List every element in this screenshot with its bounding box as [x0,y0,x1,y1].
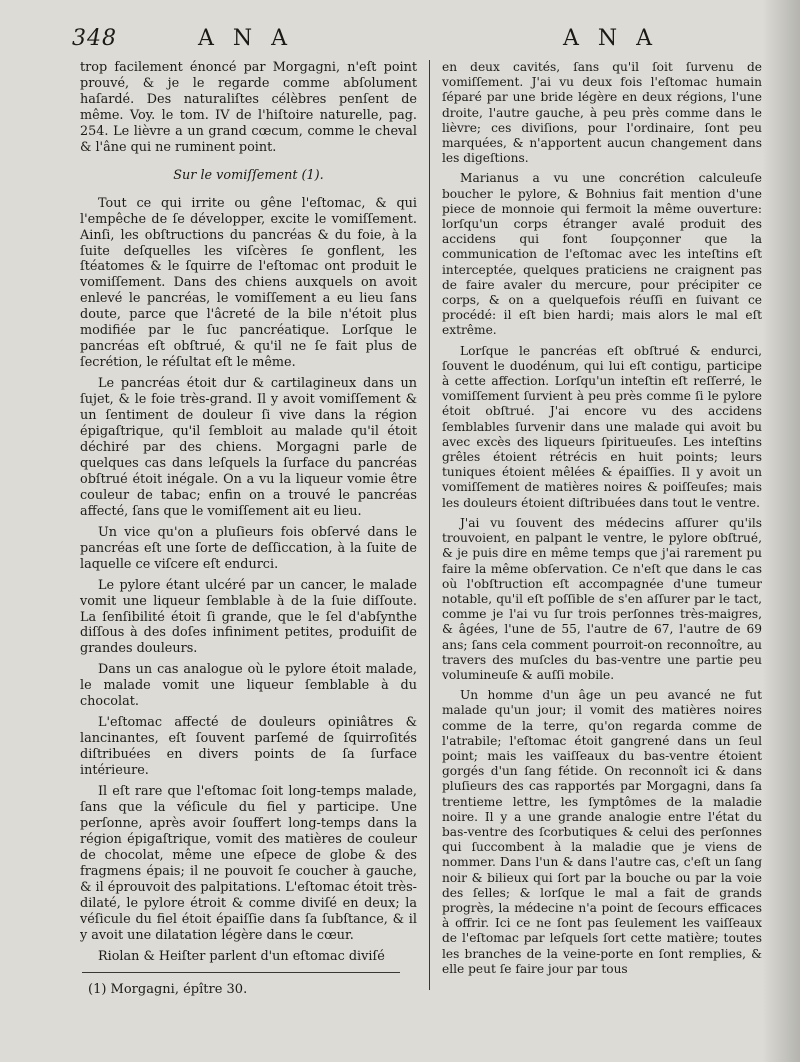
paragraph: trop facilement énoncé par Morgagni, n'eſt point prouvé, & je le regarde comme abſolument haſardé. Des naturaliſtes célèbres penſent de même. Voy. le tom. IV de l'hiſtoire naturelle, pag. 254. Le lièvre a un grand cœcum, comme le cheval & l'âne qui ne ruminent point. [80,60,417,155]
paragraph: Tout ce qui irrite ou gêne l'eſtomac, & qui l'empêche de ſe développer, excite le vomiſſement. Ainſi, les obſtructions du pancréas & du foie, à la ſuite deſquelles les viſcères ſe gonflent, les ſtéatomes & le ſquirre de l'eſtomac ont produit le vomiſſement. Dans des chiens auxquels on avoit enlevé le pancréas, le vomiſſement a eu lieu ſans doute, parce que l'âcreté de la bile n'étoit plus modifiée par le ſuc pancréatique. Lorſque le pancréas eſt obſtrué, & qu'il ne ſe fait plus de ſecrétion, le réſultat eſt le même. [80,195,417,371]
column-divider [429,60,430,990]
paragraph: L'eſtomac affecté de douleurs opiniâtres & lancinantes, eſt ſouvent parſemé de ſquirroſités diſtribuées en divers points de ſa ſurface intérieure. [80,715,417,779]
footnote: (1) Morgagni, épître 30. [88,982,248,997]
paragraph: Marianus a vu une concrétion calculeuſe boucher le pylore, & Bohnius fait mention d'une piece de monnoie qui fermoit la même ouverture: lorſqu'un corps étranger avalé produit des accidens qui font ſoupçonner que la communication de l'eſtomac avec les inteſtins eſt interceptée, quelques praticiens ne craignent pas de faire avaler du mercure, pour précipiter ce corps, & on a quelquefois réuſſi en ſuivant ce procédé: il eſt bien hardi; mais alors le mal eſt extrême. [442,171,762,338]
running-head-left: A N A [198,26,294,51]
paragraph: J'ai vu ſouvent des médecins aſſurer qu'ils trouvoient, en palpant le ventre, le pylore obſtrué, & je puis dire en même temps que j'ai rarement pu faire la même obſervation. Ce n'eſt que dans le cas où l'obſtruction eſt accompagnée d'une tumeur notable, qu'il eſt poſſible de s'en aſſurer par le tact, comme je l'ai vu ſur trois perſonnes très-maigres, & âgées, l'une de 55, l'autre de 67, l'autre de 69 ans; ſans cela comment pourroit-on reconnoître, au travers des muſcles du bas-ventre une partie peu volumineuſe & auſſi mobile. [442,515,762,682]
footnote-rule [82,972,400,973]
page-number: 348 [72,26,117,51]
page-header [0,26,800,58]
paragraph: Un vice qu'on a pluſieurs fois obſervé dans le pancréas eſt une ſorte de deſſiccation, à la ſuite de laquelle ce viſcere eſt endurci. [80,524,417,572]
paragraph: Il eſt rare que l'eſtomac ſoit long-temps malade, ſans que la véſicule du fiel y participe. Une perſonne, après avoir ſouffert long-temps dans la région épigaſtrique, vomit des matières de couleur de chocolat, même une eſpece de globe & des fragmens épais; il ne pouvoit ſe coucher à gauche, & il éprouvoit des palpitations. L'eſtomac étoit très-dilaté, le pylore étroit & comme diviſé en deux; la véſicule du fiel étoit épaiſſie dans ſa ſubſtance, & il y avoit une dilatation légère dans le cœur. [80,784,417,943]
paragraph: Riolan & Heiſter parlent d'un eſtomac diviſé [98,948,385,964]
left-column [80,60,417,965]
paragraph: Lorſque le pancréas eſt obſtrué & endurci, ſouvent le duodénum, qui lui eſt contigu, participe à cette affection. Lorſqu'un inteſtin eſt reſſerré, le vomiſſement ſurvient à peu près comme ſi le pylore étoit obſtrué. J'ai encore vu des accidens ſemblables ſurvenir dans une malade qui avoit bu avec excès des liqueurs ſpiritueuſes. Les inteſtins grêles étoient rétrécis en huit points; leurs tuniques étoient mêlées & épaiſſies. Il y avoit un vomiſſement de matières noires & poiſſeuſes; mais les douleurs étoient diſtribuées dans tout le ventre. [442,343,762,510]
right-column [442,60,762,977]
section-title: Sur le vomiſſement (1). [173,167,324,183]
paragraph: Le pancréas étoit dur & cartilagineux dans un ſujet, & le foie très-grand. Il y avoit vomiſſement & un ſentiment de douleur ſi vive dans la région épigaſtrique, qu'il ſembloit au malade qu'il étoit déchiré par des chiens. Morgagni parle de quelques cas dans leſquels la ſurface du pancréas obſtrué étoit inégale. On a vu la liqueur vomie être couleur de tabac; enfin on a trouvé le pancréas affecté, ſans que le vomiſſement ait eu lieu. [80,376,417,519]
paragraph: en deux cavités, ſans qu'il ſoit ſurvenu de vomiſſement. J'ai vu deux fois l'eſtomac humain ſéparé par une bride légère en deux régions, l'une droite, l'autre gauche, à peu près comme dans le lièvre; ces diviſions, pour l'ordinaire, ſont peu marquées, & n'apportent aucun changement dans les digeſtions. [442,60,762,166]
page-edge-shadow [762,0,800,1062]
paragraph: Dans un cas analogue où le pylore étoit malade, le malade vomit une liqueur ſemblable à du chocolat. [80,662,417,710]
running-head-right: A N A [563,26,659,51]
paragraph: Un homme d'un âge un peu avancé ne fut malade qu'un jour; il vomit des matières noires comme de la terre, qu'on regarda comme de l'atrabile; l'eſtomac étoit gangrené dans un ſeul point; mais les vaiſſeaux du bas-ventre étoient gorgés d'un ſang fétide. On reconnoît ici & dans pluſieurs des cas rapportés par Morgagni, dans ſa trentieme lettre, les ſymptômes de la maladie noire. Il y a une grande analogie entre l'état du bas-ventre des ſcorbutiques & celui des perſonnes qui ſuccombent à la maladie que je viens de nommer. Dans l'un & dans l'autre cas, c'eſt un ſang noir & bilieux qui ſort par la bouche ou par la voie des ſelles; & lorſque le mal a fait de grands progrès, la médecine n'a point de ſecours efficaces à offrir. Ici ce ne ſont pas ſeulement les vaiſſeaux de l'eſtomac par leſquels ſort cette matière; toutes les branches de la veine-porte en ſont remplies, & elle peut ſe faire jour par tous [442,688,762,976]
paragraph: Le pylore étant ulcéré par un cancer, le malade vomit une liqueur ſemblable à de la ſuie diſſoute. La ſenſibilité étoit ſi grande, que le ſel d'abſynthe diſſous à des doſes infiniment petites, produiſit de grandes douleurs. [80,577,417,657]
